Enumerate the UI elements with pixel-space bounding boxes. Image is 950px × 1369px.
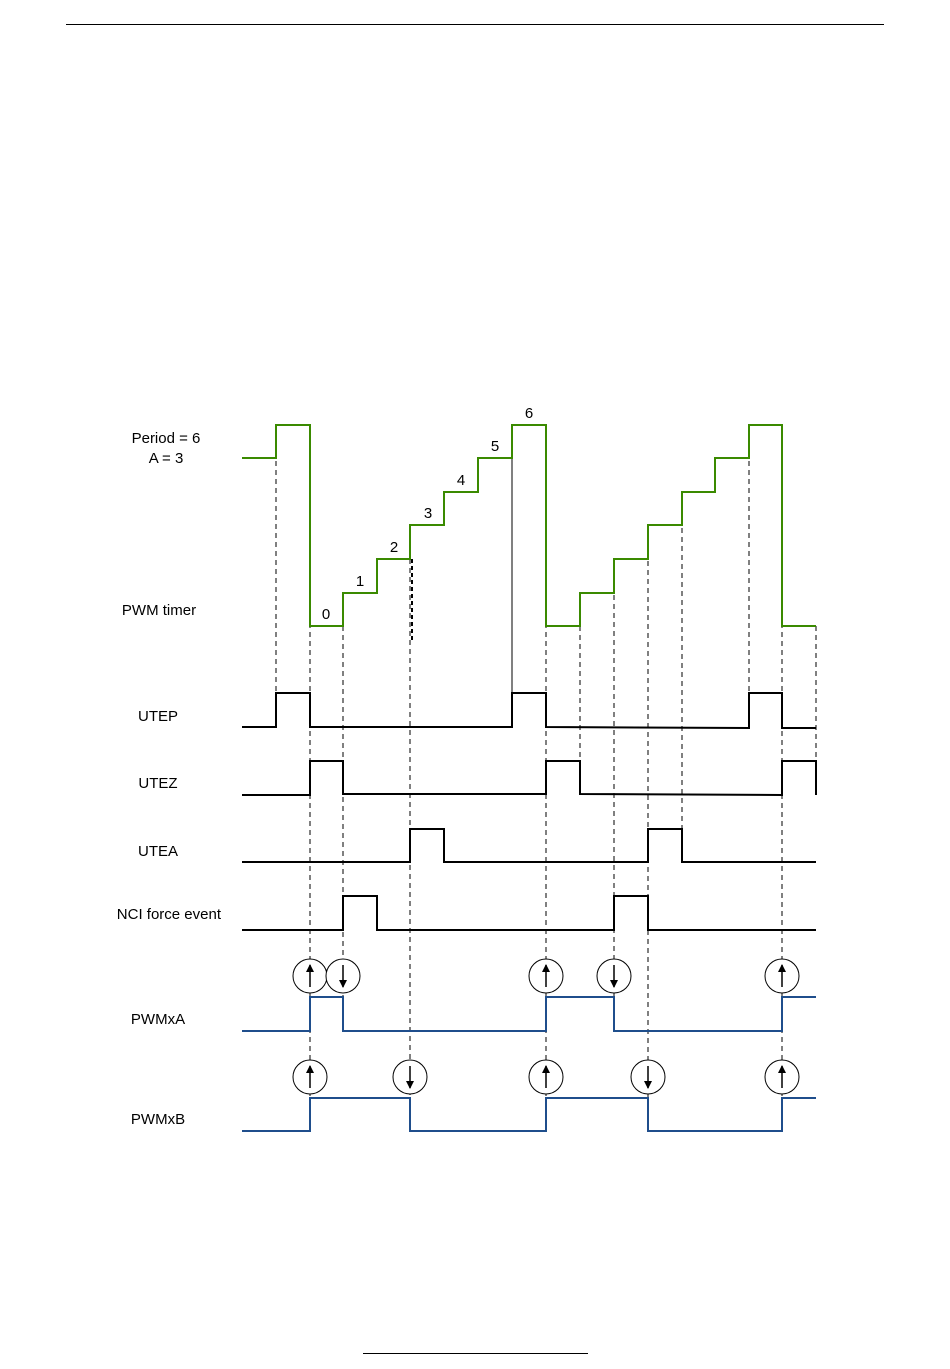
set-high-action-icon bbox=[765, 1060, 799, 1094]
pwm-timer-waveform bbox=[242, 425, 816, 626]
pwmxa-label: PWMxA bbox=[130, 1011, 186, 1028]
utez-label: UTEZ bbox=[138, 775, 178, 792]
pwmxb-waveform bbox=[242, 1098, 816, 1131]
set-high-action-icon bbox=[293, 1060, 327, 1094]
utep-label: UTEP bbox=[137, 708, 179, 725]
counter-value: 1 bbox=[355, 573, 365, 590]
period-label: Period = 6 bbox=[131, 430, 201, 447]
set-high-action-icon bbox=[765, 959, 799, 993]
counter-value: 2 bbox=[389, 539, 399, 556]
utea-waveform bbox=[242, 829, 816, 862]
set-high-action-icon bbox=[293, 959, 327, 993]
counter-value: 3 bbox=[423, 505, 433, 522]
set-high-action-icon bbox=[529, 1060, 563, 1094]
counter-value: 5 bbox=[490, 438, 500, 455]
set-low-action-icon bbox=[326, 959, 360, 993]
pwm-timer-label: PWM timer bbox=[121, 602, 197, 619]
a-value-label: A = 3 bbox=[148, 450, 184, 467]
set-low-action-icon bbox=[631, 1060, 665, 1094]
pwmxb-label: PWMxB bbox=[130, 1111, 186, 1128]
counter-value: 0 bbox=[321, 606, 331, 623]
counter-value: 4 bbox=[456, 472, 466, 489]
utep-waveform bbox=[242, 693, 816, 728]
nci-force-waveform bbox=[242, 896, 816, 930]
set-low-action-icon bbox=[597, 959, 631, 993]
nci-force-event-label: NCI force event bbox=[116, 906, 221, 923]
counter-value: 6 bbox=[524, 405, 534, 422]
utea-label: UTEA bbox=[137, 843, 179, 860]
set-low-action-icon bbox=[393, 1060, 427, 1094]
set-high-action-icon bbox=[529, 959, 563, 993]
utez-waveform bbox=[242, 761, 816, 795]
pwmxa-waveform bbox=[242, 997, 816, 1031]
footer-rule bbox=[363, 1353, 588, 1354]
